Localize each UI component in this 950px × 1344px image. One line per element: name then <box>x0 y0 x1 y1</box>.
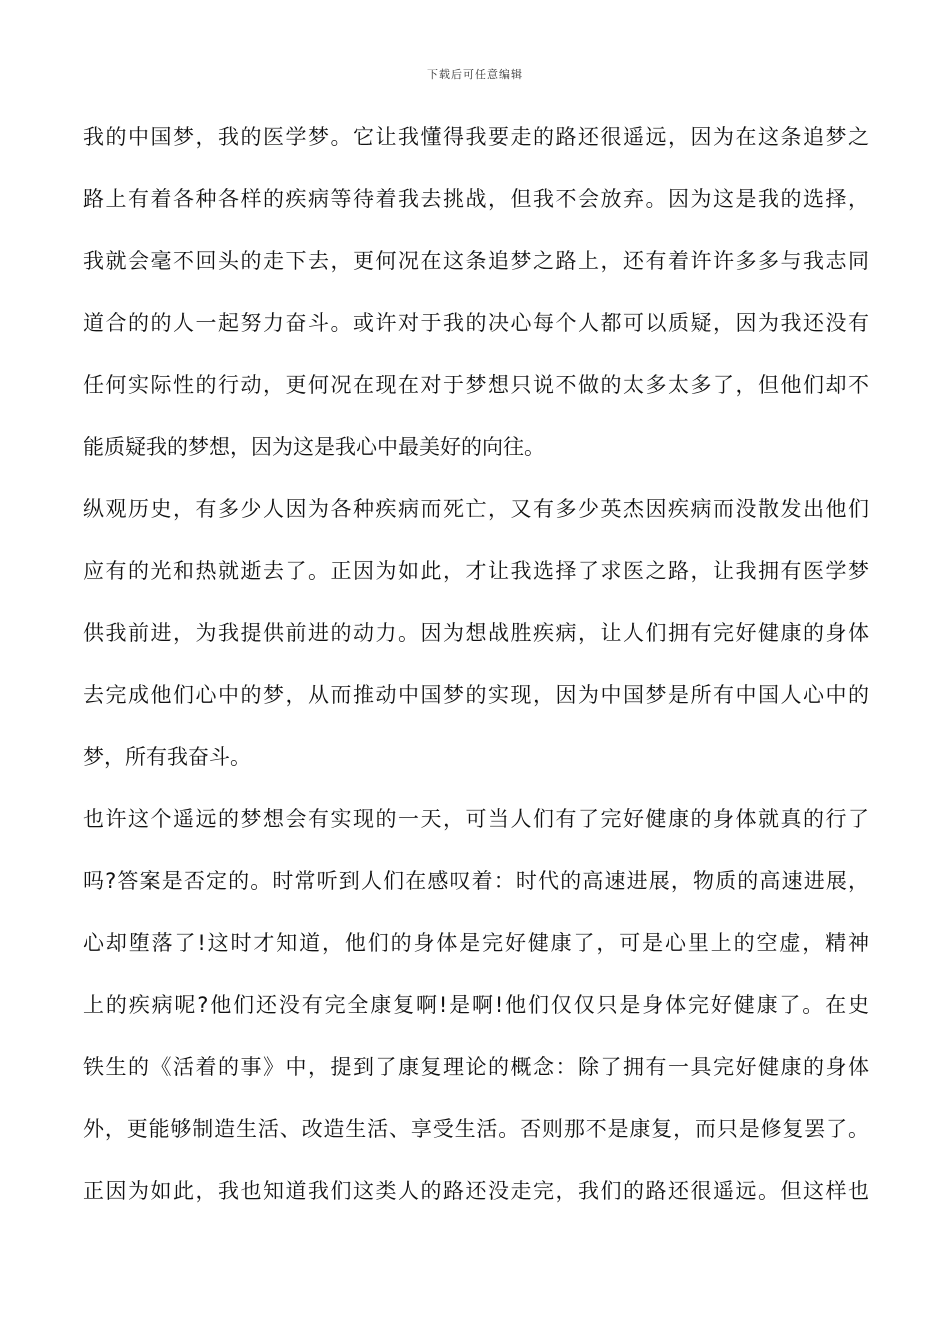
text-line: 心却堕落了!这时才知道，他们的身体是完好健康了，可是心里上的空虚，精神 <box>83 931 869 955</box>
text-line: 能质疑我的梦想，因为这是我心中最美好的向往。 <box>83 435 545 459</box>
text-line: 纵观历史，有多少人因为各种疾病而死亡，又有多少英杰因疾病而没散发出他们 <box>83 497 869 521</box>
page-header: 下载后可任意编辑 <box>427 68 523 81</box>
text-line: 正因为如此，我也知道我们这类人的路还没走完，我们的路还很遥远。但这样也 <box>83 1179 869 1203</box>
document-body <box>83 116 869 1232</box>
text-line: 任何实际性的行动，更何况在现在对于梦想只说不做的太多太多了，但他们却不 <box>83 373 869 397</box>
text-line: 外，更能够制造生活、改造生活、享受生活。否则那不是康复，而只是修复罢了。 <box>83 1117 869 1141</box>
text-line: 我就会毫不回头的走下去，更何况在这条追梦之路上，还有着许许多多与我志同 <box>83 249 869 273</box>
text-line: 我的中国梦，我的医学梦。它让我懂得我要走的路还很遥远，因为在这条追梦之 <box>83 125 869 149</box>
text-line: 吗?答案是否定的。时常听到人们在感叹着：时代的高速进展，物质的高速进展， <box>83 869 869 893</box>
text-line: 梦，所有我奋斗。 <box>83 745 251 769</box>
text-line: 去完成他们心中的梦，从而推动中国梦的实现，因为中国梦是所有中国人心中的 <box>83 683 869 707</box>
text-line: 供我前进，为我提供前进的动力。因为想战胜疾病，让人们拥有完好健康的身体 <box>83 621 869 645</box>
text-line: 上的疾病呢?他们还没有完全康复啊!是啊!他们仅仅只是身体完好健康了。在史 <box>83 993 869 1017</box>
text-line: 路上有着各种各样的疾病等待着我去挑战，但我不会放弃。因为这是我的选择， <box>83 187 869 211</box>
text-line: 铁生的《活着的事》中，提到了康复理论的概念：除了拥有一具完好健康的身体 <box>83 1055 869 1079</box>
text-line: 道合的的人一起努力奋斗。或许对于我的决心每个人都可以质疑，因为我还没有 <box>83 311 869 335</box>
text-line: 也许这个遥远的梦想会有实现的一天，可当人们有了完好健康的身体就真的行了 <box>83 807 869 831</box>
text-line: 应有的光和热就逝去了。正因为如此，才让我选择了求医之路，让我拥有医学梦 <box>83 559 869 583</box>
